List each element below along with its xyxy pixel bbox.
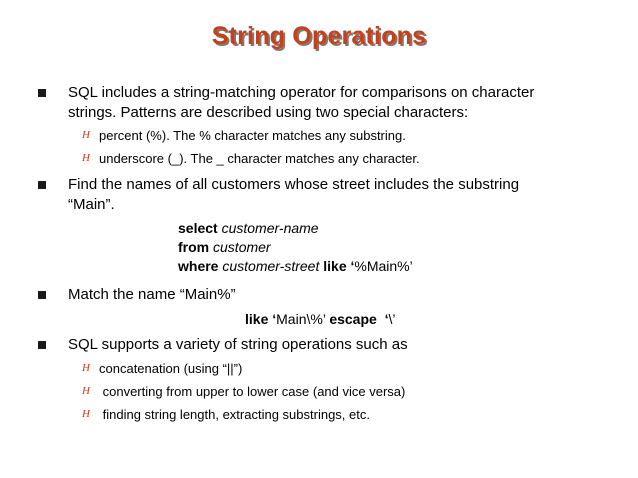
sub-bullet-icon: H (82, 408, 90, 420)
query-1-from-line (178, 238, 271, 257)
sub-bullet-concatenation: concatenation (using “||”) (99, 361, 243, 376)
bullet-marker (38, 89, 46, 97)
escape-open-quote: ‘ (384, 311, 389, 327)
bullet-2-line-2: “Main”. (68, 196, 115, 213)
bullet-1-line-1: SQL includes a string-matching operator for comparisons on character (68, 84, 535, 101)
bullet-1-line-2: strings. Patterns are described using two special characters: (68, 104, 469, 121)
bullet-3-line-1: Match the name “Main%” (68, 286, 236, 303)
escape-char: \’ (388, 311, 396, 327)
bullet-marker (38, 291, 46, 299)
bullet-2-line-1: Find the names of all customers whose street includes the substring (68, 176, 520, 193)
like-open-quote: ‘ (272, 311, 277, 327)
sub-bullet-underscore: underscore (_). The _ character matches any character. (99, 151, 420, 166)
query-1-where-line (178, 257, 413, 276)
from-keyword: from (178, 239, 210, 255)
sub-bullet-icon: H (82, 129, 90, 141)
sub-bullet-case-conversion: converting from upper to lower case (and vice versa) (99, 384, 406, 399)
bullet-marker (38, 341, 46, 349)
sub-bullet-icon: H (82, 385, 90, 397)
select-keyword: select (178, 220, 218, 236)
escape-keyword: escape (329, 311, 377, 327)
like-open-quote: ‘ (350, 258, 355, 274)
where-column: customer-street (222, 258, 320, 274)
sub-bullet-percent: percent (%). The % character matches any substring. (99, 128, 406, 143)
like-pattern: %Main%’ (354, 258, 413, 274)
sub-bullet-icon: H (82, 152, 90, 164)
like-pattern: Main\%’ (276, 311, 326, 327)
bullet-4-line-1: SQL supports a variety of string operations such as (68, 336, 408, 353)
where-keyword: where (178, 258, 219, 274)
slide-title: String Operations (211, 22, 427, 50)
sub-bullet-string-length: finding string length, extracting substrings, etc. (99, 407, 370, 422)
query-2-line (245, 310, 395, 329)
from-table: customer (213, 239, 271, 255)
like-keyword: like (323, 258, 347, 274)
select-column: customer-name (221, 220, 319, 236)
sub-bullet-icon: H (82, 362, 90, 374)
bullet-marker (38, 181, 46, 189)
query-1-select-line (178, 219, 319, 238)
like-keyword: like (245, 311, 269, 327)
